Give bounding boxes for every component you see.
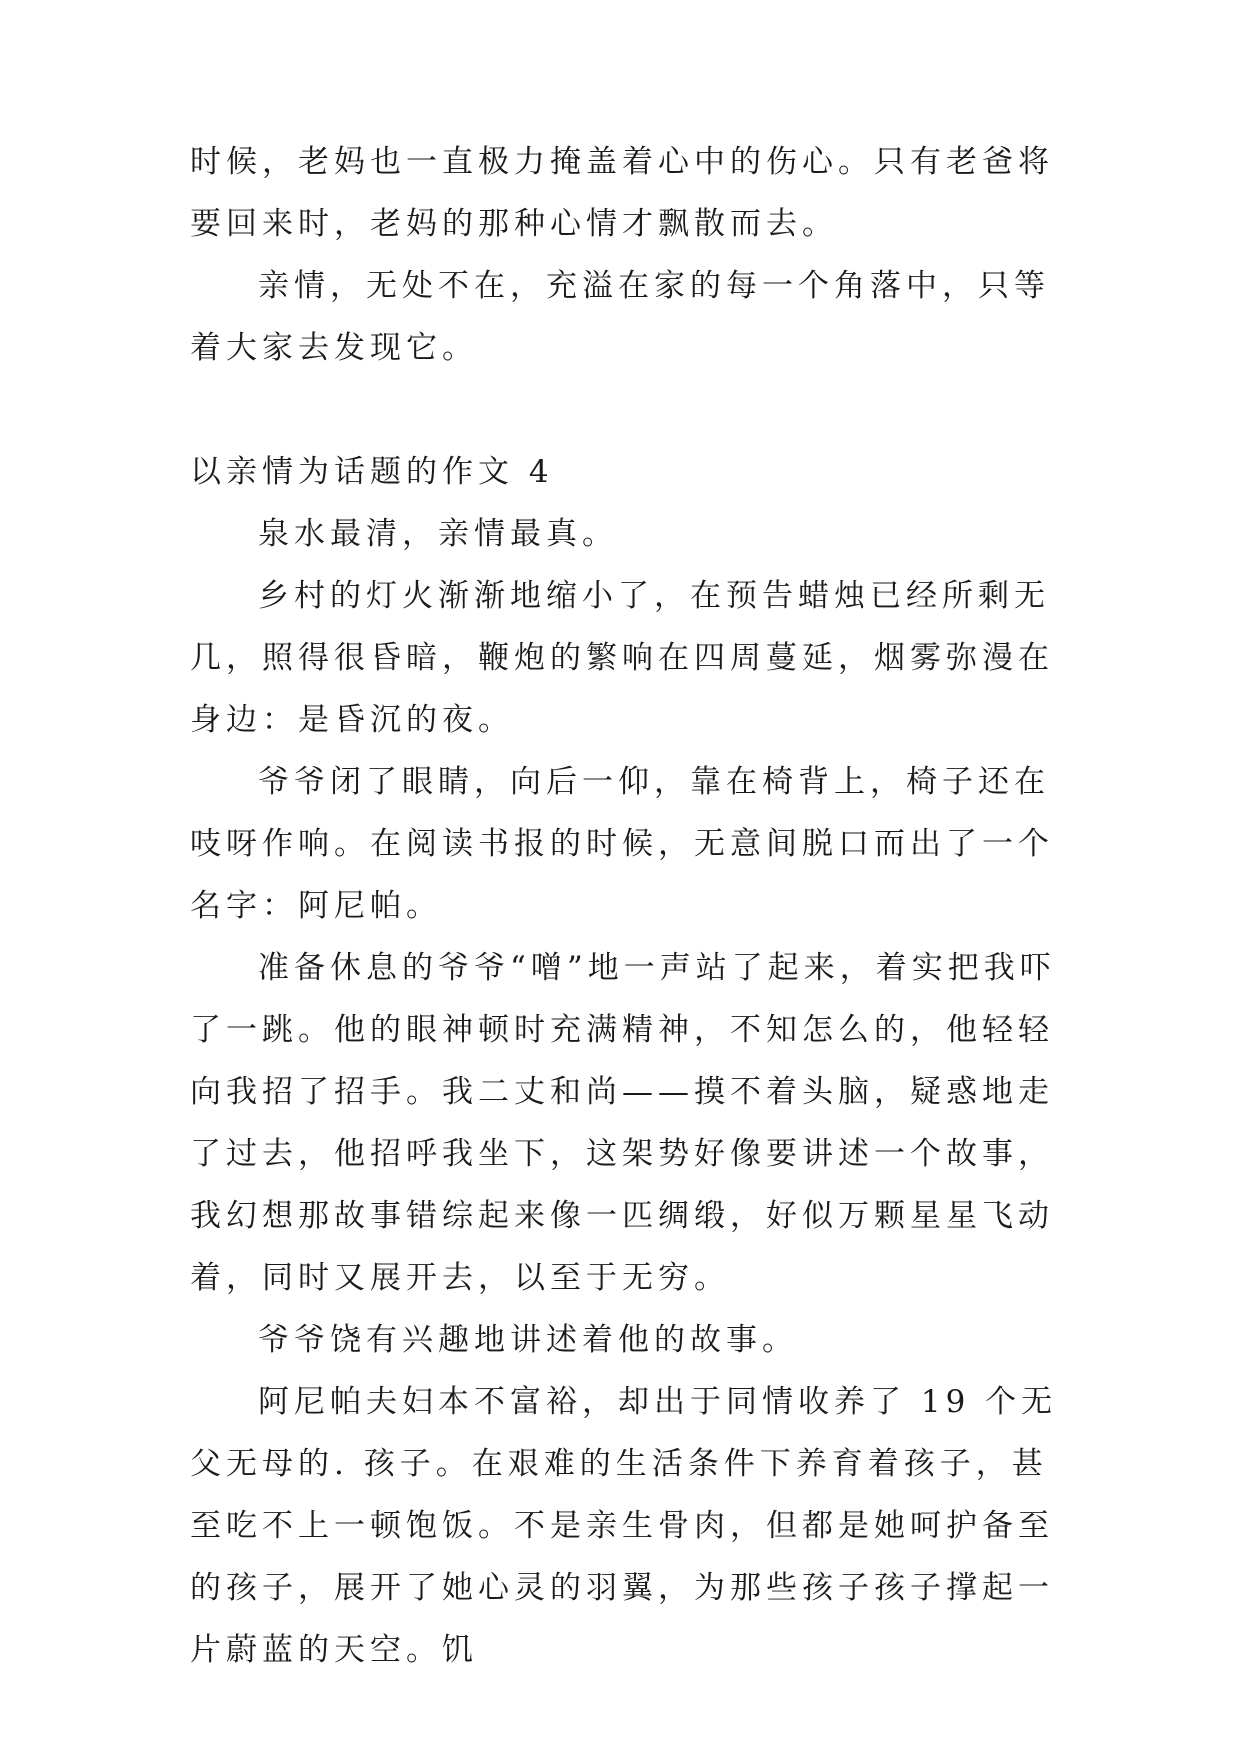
paragraph: 乡村的灯火渐渐地缩小了，在预告蜡烛已经所剩无几，照得很昏暗，鞭炮的繁响在四周蔓延，烟雾弥漫在身边：是昏沉的夜。 xyxy=(190,578,1054,738)
paragraph: 爷爷闭了眼睛，向后一仰，靠在椅背上，椅子还在吱呀作响。在阅读书报的时候，无意间脱口而出了一个名字：阿尼帕。 xyxy=(190,764,1054,924)
paragraph: 爷爷饶有兴趣地讲述着他的故事。 xyxy=(258,1322,798,1358)
paragraph: 准备休息的爷爷“噌”地一声站了起来，着实把我吓了一跳。他的眼神顿时充满精神，不知怎么的，他轻轻向我招了招手。我二丈和尚——摸不着头脑，疑惑地走了过去，他招呼我坐下，这架势好像要讲述一个故事，我幻想那故事错综起来像一匹绸缎，好似万颗星星飞动着，同时又展开去，以至于无穷。 xyxy=(190,950,1056,1296)
section-title: 以亲情为话题的作文 4 xyxy=(190,454,554,490)
section-spacer xyxy=(190,379,1060,441)
paragraph: 泉水最清，亲情最真。 xyxy=(258,516,618,552)
paragraph: 阿尼帕夫妇本不富裕，却出于同情收养了 19 个无父无母的. 孩子。在艰难的生活条件下养育着孩子，甚至吃不上一顿饱饭。不是亲生骨肉，但都是她呵护备至的孩子，展开了她心灵的羽翼，为那些孩子孩子撑起一片蔚蓝的天空。饥 xyxy=(190,1384,1058,1668)
document-body xyxy=(190,131,1060,1681)
paragraph: 亲情，无处不在，充溢在家的每一个角落中，只等着大家去发现它。 xyxy=(190,268,1050,366)
paragraph-continued: 时候，老妈也一直极力掩盖着心中的伤心。只有老爸将要回来时，老妈的那种心情才飘散而去。 xyxy=(190,144,1054,242)
